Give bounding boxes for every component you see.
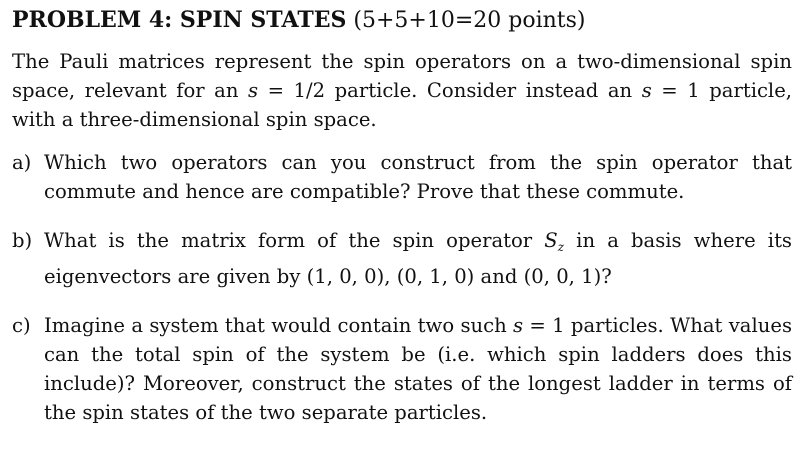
intro-text-1: The Pauli matrices represent the spin operators on a two-dimensional spin space, relevant for an — [12, 50, 792, 102]
part-c — [12, 311, 792, 427]
intro-spin-value-one: 1 — [687, 79, 700, 102]
intro-spin-symbol-one: s — [641, 79, 652, 102]
part-c-spin-symbol: s — [513, 314, 524, 337]
intro-spin-symbol-half: s — [247, 79, 259, 102]
part-a-text: Which two operators can you construct from the spin operator that commute and hence are compatible? Prove that these commute. — [44, 151, 792, 203]
part-b — [12, 226, 792, 291]
part-c-equals: = — [523, 314, 553, 337]
part-b-text-3: ? — [601, 265, 612, 288]
part-b-eigenvector-1: (1, 0, 0) — [306, 265, 385, 288]
problem-intro — [12, 47, 792, 134]
part-b-eigenvector-2: (0, 1, 0) — [396, 265, 475, 288]
intro-spin-value-half: 1/2 — [293, 79, 326, 102]
part-b-separator-1: , — [384, 265, 397, 288]
intro-text-3: particle, with a three-dimensional spin space. — [12, 79, 793, 131]
problem-points: (5+5+10=20 points) — [353, 8, 586, 33]
part-b-eigenvector-3: (0, 0, 1) — [523, 265, 602, 288]
part-a-label: a) — [12, 151, 32, 174]
part-b-operator — [544, 229, 564, 252]
part-c-label: c) — [12, 314, 31, 337]
problem-sheet — [12, 6, 792, 447]
part-b-separator-2: and — [474, 265, 524, 288]
part-b-operator-subscript: z — [557, 240, 565, 254]
part-b-text-2: in a basis where its eigenvectors are given by — [44, 229, 792, 288]
part-a — [12, 148, 792, 206]
part-c-text-1: Imagine a system that would contain two such — [44, 314, 514, 337]
part-c-spin-value: 1 — [552, 314, 565, 337]
problem-title: PROBLEM 4: SPIN STATES — [12, 7, 347, 33]
part-b-operator-base: S — [544, 229, 558, 252]
intro-text-2: particle. Consider instead an — [325, 79, 642, 102]
intro-equals-half: = — [258, 79, 294, 102]
part-b-label: b) — [12, 229, 33, 252]
intro-equals-one: = — [651, 79, 688, 102]
part-b-text-1: What is the matrix form of the spin operator — [44, 229, 545, 252]
problem-heading — [12, 6, 792, 35]
part-c-text-2: particles. What values can the total spin of the system be (i.e. which spin ladders does this include)? Moreover, construct the states of the longest ladder in terms of the spin states of the two separate particles. — [44, 314, 792, 424]
